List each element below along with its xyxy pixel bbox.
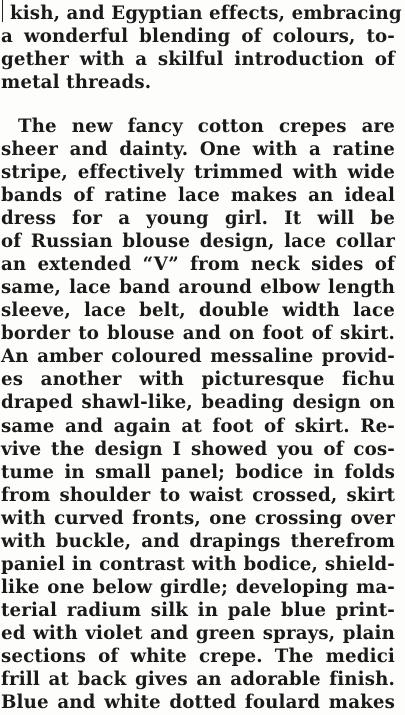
text-line: an extended “V” from neck sides of — [1, 254, 395, 276]
text-line: kish, and Egyptian effects, embracing — [10, 3, 402, 24]
text-line: es another with picturesque fichu — [1, 369, 395, 391]
text-line: sections of white crepe. The medici — [1, 645, 395, 667]
text-line: dress for a young girl. It will be — [1, 208, 395, 230]
text-line: with curved fronts, one crossing over — [1, 507, 395, 529]
text-line: border to blouse and on foot of skirt. — [1, 323, 395, 345]
text-line: bands of ratine lace makes an ideal — [1, 185, 395, 207]
text-line: gether with a skilful introduction of — [1, 49, 395, 71]
text-line: sheer and dainty. One with a ratine — [1, 139, 395, 161]
text-line: sleeve, lace belt, double width lace — [1, 300, 395, 322]
text-line: from shoulder to waist crossed, skirt — [1, 484, 395, 506]
text-line: same and again at foot of skirt. Re- — [1, 415, 395, 437]
text-line: terial radium silk in pale blue print- — [1, 599, 395, 621]
text-line: stripe, effectively trimmed with wide — [1, 162, 395, 184]
text-line: frill at back gives an adorable finish. — [1, 668, 395, 690]
text-line: The new fancy cotton crepes are — [18, 116, 395, 137]
text-line: with buckle, and drapings therefrom — [1, 530, 395, 552]
text-line: Blue and white dotted foulard makes — [1, 692, 395, 713]
text-line: draped shawl-like, beading design on — [1, 392, 395, 414]
text-line: tume in small panel; bodice in folds — [1, 461, 395, 483]
text-line: vive the design I showed you of cos- — [1, 438, 395, 460]
text-line: paniel in contrast with bodice, shield- — [1, 553, 395, 575]
text-line: ed with violet and green sprays, plain — [1, 622, 395, 644]
text-line: of Russian blouse design, lace collar — [1, 231, 395, 253]
text-line: same, lace band around elbow length — [1, 277, 395, 299]
text-line: An amber coloured messaline provid- — [1, 346, 395, 368]
text-line: metal threads. — [1, 72, 152, 94]
text-line: like one below girdle; developing ma- — [1, 576, 395, 598]
column-rule — [2, 0, 3, 22]
text-line: a wonderful blending of colours, to- — [1, 26, 395, 48]
